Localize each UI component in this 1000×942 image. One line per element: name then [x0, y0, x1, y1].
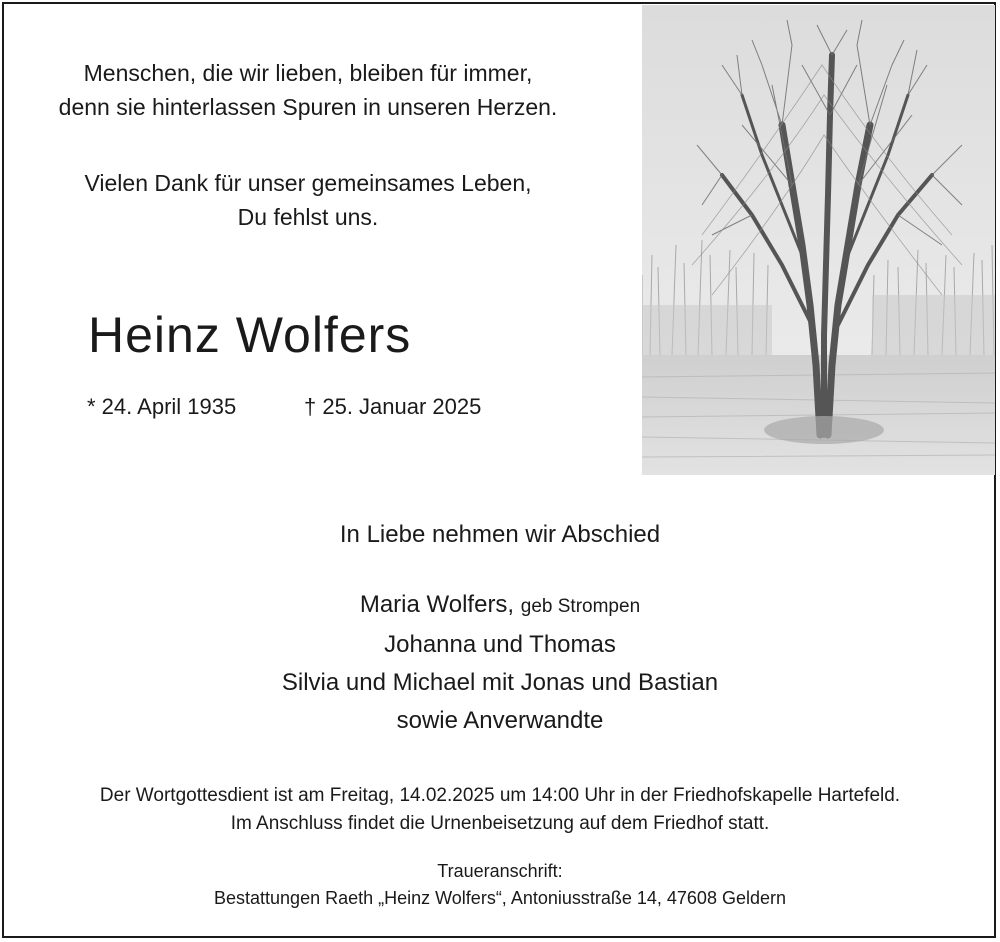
- death-date: † 25. Januar 2025: [304, 394, 482, 419]
- family-line-3: Silvia und Michael mit Jonas und Bastian: [281, 669, 719, 696]
- quote-line-1: Menschen, die wir lieben, bleiben für immer,: [83, 60, 533, 86]
- thanks-block: [28, 166, 588, 234]
- service-line-1: Der Wortgottesdient ist am Freitag, 14.02.2025 um 14:00 Uhr in der Friedhofskapelle Hartefeld.: [99, 785, 901, 806]
- deceased-name: Heinz Wolfers: [88, 307, 412, 363]
- thanks-line-1: Vielen Dank für unser gemeinsames Leben,: [84, 170, 532, 196]
- spouse-note: geb Strompen: [520, 596, 641, 617]
- family-spouse: [0, 586, 1000, 626]
- family-line-2: Johanna und Thomas: [384, 631, 616, 658]
- farewell-heading: In Liebe nehmen wir Abschied: [339, 521, 661, 548]
- address-value: Bestattungen Raeth „Heinz Wolfers“, Antoniusstraße 14, 47608 Geldern: [214, 888, 786, 908]
- quote-line-2: denn sie hinterlassen Spuren in unseren Herzen.: [58, 94, 558, 120]
- spouse-name: Maria Wolfers,: [359, 591, 515, 618]
- bare-tree-photo: [642, 5, 995, 475]
- service-line-2: Im Anschluss findet die Urnenbeisetzung auf dem Friedhof statt.: [230, 813, 770, 834]
- address-block: [0, 858, 1000, 912]
- address-label: Traueranschrift:: [437, 861, 563, 881]
- quote-block: [28, 56, 588, 124]
- service-block: [0, 782, 1000, 838]
- family-block: [0, 586, 1000, 740]
- thanks-line-2: Du fehlst uns.: [237, 204, 379, 230]
- family-line-4: sowie Anverwandte: [396, 707, 604, 734]
- birth-date: * 24. April 1935: [87, 394, 237, 419]
